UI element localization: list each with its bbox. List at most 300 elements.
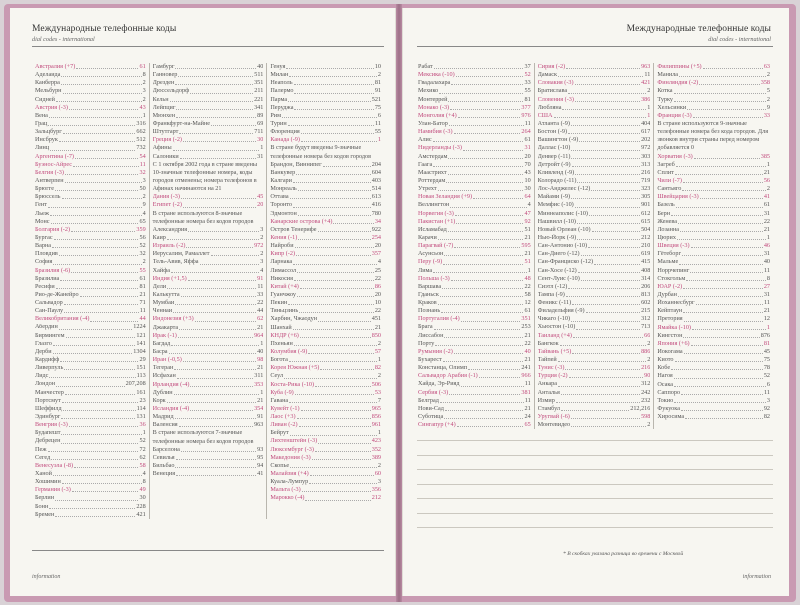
entry-code: 922 — [371, 225, 382, 233]
entry-code: 41 — [763, 193, 771, 201]
entry-code: 20 — [374, 290, 382, 298]
city-entry — [418, 234, 531, 242]
country-entry — [270, 413, 381, 421]
entry-name: Пакистан (+1) — [418, 217, 456, 225]
dot-leader — [50, 215, 142, 216]
entry-name: Парагвай (-7) — [418, 242, 454, 250]
country-entry — [153, 275, 264, 283]
entry-name: Франция (-3) — [657, 111, 692, 119]
city-entry — [538, 283, 651, 291]
entry-name: Лидс — [35, 372, 49, 380]
entry-code: 3 — [260, 258, 264, 266]
dot-leader — [674, 101, 766, 102]
country-entry — [153, 193, 264, 201]
entry-code: 8 — [766, 274, 771, 282]
city-entry — [270, 258, 381, 266]
entry-code: 351 — [521, 315, 531, 323]
entry-name: Люксембург (-3) — [270, 445, 314, 453]
entry-name: Каир — [152, 234, 166, 242]
dot-leader — [473, 198, 523, 199]
entry-name: Филадельфия (-9) — [537, 307, 585, 315]
entry-name: Кения (-1) — [270, 233, 298, 241]
dot-leader — [293, 264, 377, 265]
entry-name: Стокгольм — [657, 274, 686, 282]
city-entry — [270, 307, 381, 315]
entry-code: 11 — [764, 299, 771, 307]
city-entry — [270, 128, 381, 136]
entry-code: 43 — [139, 103, 146, 111]
dot-leader — [438, 304, 524, 305]
entry-name: Венгрия (-3) — [35, 421, 68, 429]
city-entry — [418, 413, 531, 421]
dot-leader — [63, 133, 136, 134]
dot-leader — [55, 190, 138, 191]
dot-leader — [72, 491, 139, 492]
entry-code: 40 — [257, 63, 264, 70]
entry-code: 5 — [766, 87, 771, 95]
dot-leader — [444, 337, 523, 338]
dot-leader — [294, 93, 373, 94]
entry-name: Лос-Анджелес (-12) — [537, 185, 591, 193]
dot-leader — [589, 215, 640, 216]
entry-code: 353 — [254, 380, 264, 388]
dot-leader — [458, 117, 521, 118]
city-entry — [153, 462, 264, 470]
dial-codes-columns — [32, 63, 384, 519]
entry-code: 21 — [139, 290, 146, 298]
dot-leader — [62, 198, 142, 199]
city-entry — [538, 169, 651, 177]
dot-leader — [297, 272, 374, 273]
city-entry — [538, 218, 651, 226]
entry-code: 2 — [377, 461, 382, 469]
city-entry — [270, 226, 381, 234]
dot-leader — [439, 93, 523, 94]
entry-code: 10 — [374, 63, 382, 70]
entry-name: Лихтенштейн (-3) — [270, 437, 318, 445]
entry-name: Дюссельдорф — [152, 87, 190, 95]
page-subtitle: dial codes - international — [32, 36, 95, 43]
dot-leader — [674, 386, 766, 387]
entry-code: 91 — [374, 87, 382, 95]
entry-code: 34 — [374, 217, 382, 225]
dot-leader — [700, 198, 763, 199]
dot-leader — [687, 109, 766, 110]
entry-name: Брага — [418, 323, 433, 331]
timezone-footnote: * В скобках указана разница во времени с Москвой — [563, 551, 684, 557]
dot-leader — [581, 280, 640, 281]
city-entry — [418, 380, 531, 388]
entry-name: Сидней — [35, 95, 55, 103]
dot-leader — [76, 68, 138, 69]
entry-name: Канада (-9) — [270, 136, 300, 144]
entry-code: 6 — [377, 111, 382, 119]
entry-code: 713 — [641, 323, 651, 331]
city-entry — [270, 63, 381, 71]
city-entry — [657, 291, 770, 299]
dot-leader — [64, 369, 135, 370]
dot-leader — [176, 109, 253, 110]
dot-leader — [594, 264, 640, 265]
entry-name: Новая Зеландия (+9) — [418, 193, 473, 201]
dot-leader — [678, 223, 763, 224]
dot-leader — [171, 272, 259, 273]
entry-name: Уругвай (-6) — [537, 413, 570, 421]
entry-code: 21 — [524, 250, 531, 258]
country-entry — [657, 283, 770, 291]
entry-name: Ирак (-1) — [152, 331, 177, 339]
city-entry — [270, 79, 381, 87]
entry-code: 61 — [524, 136, 531, 144]
dot-leader — [49, 377, 135, 378]
entry-code: 2 — [377, 339, 382, 347]
entry-name: Роттердам — [418, 176, 446, 184]
entry-code: 2 — [142, 193, 146, 201]
dial-code-column — [415, 63, 535, 429]
dot-leader — [683, 312, 763, 313]
dot-leader — [286, 68, 374, 69]
entry-code: 31 — [524, 144, 531, 152]
entry-name: Мемфис (-10) — [537, 201, 574, 209]
entry-name: Бразилиа — [35, 274, 60, 282]
entry-name: Словакия (-3) — [537, 79, 574, 87]
dot-leader — [309, 483, 377, 484]
entry-name: Венеция — [152, 470, 176, 478]
entry-name: Тель-Авив, Яффа — [152, 258, 199, 266]
city-entry — [538, 104, 651, 112]
ruled-line — [417, 527, 773, 528]
city-entry — [35, 494, 146, 502]
city-entry — [538, 234, 651, 242]
country-entry — [418, 389, 531, 397]
dot-leader — [434, 68, 524, 69]
dot-leader — [690, 272, 763, 273]
country-entry — [418, 242, 531, 250]
city-entry — [153, 364, 264, 372]
entry-code: 404 — [641, 119, 651, 127]
entry-name: Австралия (+7) — [35, 63, 76, 70]
city-entry — [35, 144, 146, 152]
dot-leader — [49, 508, 135, 509]
entry-name: Калгари — [270, 177, 292, 184]
entry-name: Пхеньян — [270, 339, 293, 347]
dot-leader — [176, 117, 256, 118]
entry-code: 10 — [374, 299, 382, 307]
entry-name: Неаполь — [270, 79, 293, 87]
city-entry — [35, 96, 146, 104]
city-entry — [270, 112, 381, 120]
dot-leader — [56, 386, 125, 387]
entry-name: Любляна — [537, 103, 562, 111]
city-entry — [657, 389, 770, 397]
entry-name: Сплит — [657, 168, 674, 176]
entry-name: Дания (-3) — [152, 193, 180, 201]
dot-leader — [75, 158, 139, 159]
entry-code: 75 — [763, 356, 771, 364]
city-entry — [270, 96, 381, 104]
entry-code: 876 — [760, 331, 771, 339]
city-entry — [657, 405, 770, 413]
entry-code: 69 — [257, 119, 264, 127]
city-entry — [153, 348, 264, 356]
country-entry — [418, 210, 531, 218]
entry-name: Хьюстон (-10) — [537, 323, 576, 331]
entry-name: Турин — [270, 119, 287, 127]
entry-name: Вена — [35, 111, 48, 119]
country-entry — [538, 372, 651, 380]
dot-leader — [293, 207, 371, 208]
entry-code: 512 — [136, 136, 146, 144]
dot-leader — [290, 467, 377, 468]
right-page — [402, 8, 789, 596]
entry-name: Китай (+4) — [270, 282, 299, 290]
city-entry — [35, 234, 146, 242]
dot-leader — [289, 361, 377, 362]
entry-code: 212 — [641, 233, 651, 241]
entry-name: Монголия (+4) — [418, 111, 457, 119]
entry-name: Улан-Батор — [418, 119, 448, 127]
city-entry — [35, 242, 146, 250]
city-entry — [153, 307, 264, 315]
entry-code: 21 — [257, 323, 264, 331]
entry-name: Сальвадор Арабия (-1) — [418, 372, 478, 380]
entry-name: Констанца, Олимп — [418, 364, 468, 372]
dot-leader — [691, 345, 763, 346]
dot-leader — [676, 166, 766, 167]
dot-leader — [71, 272, 138, 273]
entry-code: 598 — [641, 413, 651, 421]
entry-name: Аргентина (-7) — [35, 152, 74, 160]
entry-code: 421 — [641, 79, 651, 87]
dot-leader — [302, 491, 371, 492]
entry-name: Новый Орлеан (-10) — [537, 225, 591, 233]
city-entry — [153, 79, 264, 87]
entry-code: 206 — [641, 282, 651, 290]
entry-name: Исландия (-4) — [152, 405, 190, 412]
city-entry — [418, 161, 531, 169]
entry-code: 9 — [142, 201, 146, 209]
dot-leader — [59, 141, 136, 142]
entry-code: 976 — [521, 111, 531, 119]
city-entry — [270, 177, 381, 185]
city-entry — [657, 71, 770, 79]
entry-code: 1 — [142, 429, 146, 437]
entry-code: 58 — [524, 290, 531, 298]
entry-code: 356 — [371, 486, 382, 494]
city-entry — [35, 437, 146, 445]
dot-leader — [211, 125, 256, 126]
city-entry — [418, 340, 531, 348]
entry-code: 21 — [524, 404, 531, 412]
dialing-note: В стране используются 8-значные телефонные номера без кодов городов — [152, 209, 254, 225]
dot-leader — [572, 304, 640, 305]
dot-leader — [183, 207, 256, 208]
city-entry — [270, 210, 381, 218]
entry-name: Хошимин — [35, 478, 61, 486]
entry-name: Базель — [657, 201, 675, 209]
dot-leader — [454, 247, 520, 248]
entry-code: 521 — [371, 95, 382, 103]
ruled-line — [417, 484, 773, 485]
entry-name: Гент — [35, 201, 47, 209]
city-entry — [153, 267, 264, 275]
dot-leader — [176, 475, 256, 476]
entry-code: 93 — [257, 445, 264, 453]
entry-name: Канберра — [35, 79, 60, 87]
dot-leader — [438, 239, 524, 240]
dot-leader — [568, 93, 646, 94]
city-entry — [418, 226, 531, 234]
city-entry — [270, 185, 381, 193]
city-entry — [418, 201, 531, 209]
entry-name: Сеул — [270, 372, 284, 380]
city-entry — [538, 258, 651, 266]
entry-code: 55 — [524, 87, 531, 95]
city-entry — [153, 104, 264, 112]
entry-code: 216 — [641, 364, 651, 372]
entry-name: Турция (-2) — [537, 372, 568, 380]
entry-code: 89 — [257, 111, 264, 119]
entry-code: 71 — [139, 299, 146, 307]
country-entry — [35, 315, 146, 323]
entry-name: Пеж — [35, 445, 47, 453]
dot-leader — [195, 321, 256, 322]
entry-name: Алис — [418, 136, 432, 144]
entry-name: Польша (-3) — [418, 274, 450, 282]
country-entry — [270, 405, 381, 413]
dot-leader — [442, 288, 523, 289]
entry-name: Женева — [657, 217, 677, 225]
entry-name: Сан-Паулу — [35, 307, 64, 315]
entry-code: 323 — [641, 185, 651, 193]
entry-code: 966 — [521, 372, 531, 380]
country-entry — [153, 332, 264, 340]
dot-leader — [455, 215, 524, 216]
dot-leader — [575, 174, 640, 175]
city-entry — [538, 315, 651, 323]
entry-code: 30 — [524, 185, 531, 193]
country-entry — [657, 79, 770, 87]
country-entry — [418, 112, 531, 120]
entry-code: 114 — [136, 404, 146, 412]
city-entry — [35, 332, 146, 340]
entry-name: Киото — [657, 356, 674, 364]
entry-name: Претория — [657, 315, 683, 323]
dot-leader — [450, 109, 520, 110]
entry-code: 45 — [257, 193, 264, 201]
entry-code: 1 — [260, 339, 264, 347]
entry-name: Тайпей — [537, 356, 557, 364]
dot-leader — [448, 158, 523, 159]
city-entry — [270, 201, 381, 209]
entry-code: 423 — [371, 437, 382, 445]
entry-name: Парма — [270, 95, 288, 103]
dot-leader — [179, 426, 253, 427]
dot-leader — [568, 133, 640, 134]
dot-leader — [181, 296, 256, 297]
entry-code: 22 — [524, 282, 531, 290]
dot-leader — [289, 402, 377, 403]
entry-name: Брюгге — [35, 185, 55, 193]
entry-code: 47 — [524, 209, 531, 217]
ruled-line — [417, 469, 773, 470]
entry-code: 2 — [766, 185, 771, 193]
entry-code: 313 — [641, 160, 651, 168]
entry-name: Харбин, Чжаодун — [270, 315, 318, 323]
country-entry — [418, 128, 531, 136]
entry-name: Ларнака — [270, 258, 293, 266]
entry-code: 161 — [136, 388, 146, 396]
entry-code: 20 — [374, 242, 382, 250]
entry-name: Лаос (+3) — [270, 413, 296, 421]
entry-name: Дели — [152, 282, 167, 290]
entry-name: Гамбург — [152, 63, 175, 70]
country-entry — [270, 470, 381, 478]
country-entry — [418, 144, 531, 152]
dot-leader — [456, 76, 524, 77]
city-entry — [35, 397, 146, 405]
city-entry — [657, 332, 770, 340]
entry-name: Колорадо (-11) — [537, 176, 577, 184]
entry-code: 303 — [641, 152, 651, 160]
dot-leader — [451, 280, 524, 281]
city-entry — [538, 185, 651, 193]
city-entry — [418, 169, 531, 177]
entry-code: 81 — [763, 339, 771, 347]
entry-code: 86 — [374, 282, 382, 290]
entry-name: Братислава — [537, 87, 568, 95]
entry-code: 92 — [763, 404, 771, 412]
dot-leader — [558, 76, 643, 77]
country-entry — [657, 177, 770, 185]
entry-code: 4 — [142, 470, 146, 478]
entry-code: 21 — [763, 225, 771, 233]
city-entry — [35, 511, 146, 519]
dot-leader — [282, 117, 377, 118]
entry-name: Вашингтон (-9) — [537, 136, 579, 144]
dot-leader — [468, 369, 520, 370]
entry-name: Иран (-0,5) — [152, 356, 182, 364]
city-entry — [35, 413, 146, 421]
dot-leader — [175, 68, 256, 69]
entry-name: Сан-Хосе (-12) — [537, 266, 577, 274]
dot-leader — [693, 117, 763, 118]
entry-name: Дурбан — [657, 291, 677, 298]
entry-name: Льеж — [35, 209, 50, 217]
entry-name: Афины — [152, 144, 172, 152]
dot-leader — [565, 369, 640, 370]
dot-leader — [680, 231, 763, 232]
entry-name: Бургас — [35, 233, 53, 241]
dialing-note: В стране используются 9-значные телефонные номера без кода городов. Для звонков внутри страны перед номером добавляется 0 — [657, 119, 769, 152]
entry-name: Ресифи — [35, 282, 55, 290]
entry-code: 1 — [766, 323, 771, 331]
city-entry — [35, 405, 146, 413]
city-entry — [153, 413, 264, 421]
dot-leader — [566, 68, 640, 69]
city-entry — [657, 201, 770, 209]
dot-leader — [301, 410, 371, 411]
city-entry — [538, 120, 651, 128]
entry-name: Йоханнесбург — [657, 299, 695, 307]
city-entry — [657, 381, 770, 389]
dot-leader — [571, 426, 646, 427]
entry-code: 1 — [142, 111, 146, 119]
entry-code: 357 — [371, 250, 382, 258]
dot-leader — [674, 402, 766, 403]
entry-code: 511 — [254, 71, 264, 79]
dialing-note: В стране используются 7-значные телефонные номера без кодов городов — [152, 429, 254, 445]
